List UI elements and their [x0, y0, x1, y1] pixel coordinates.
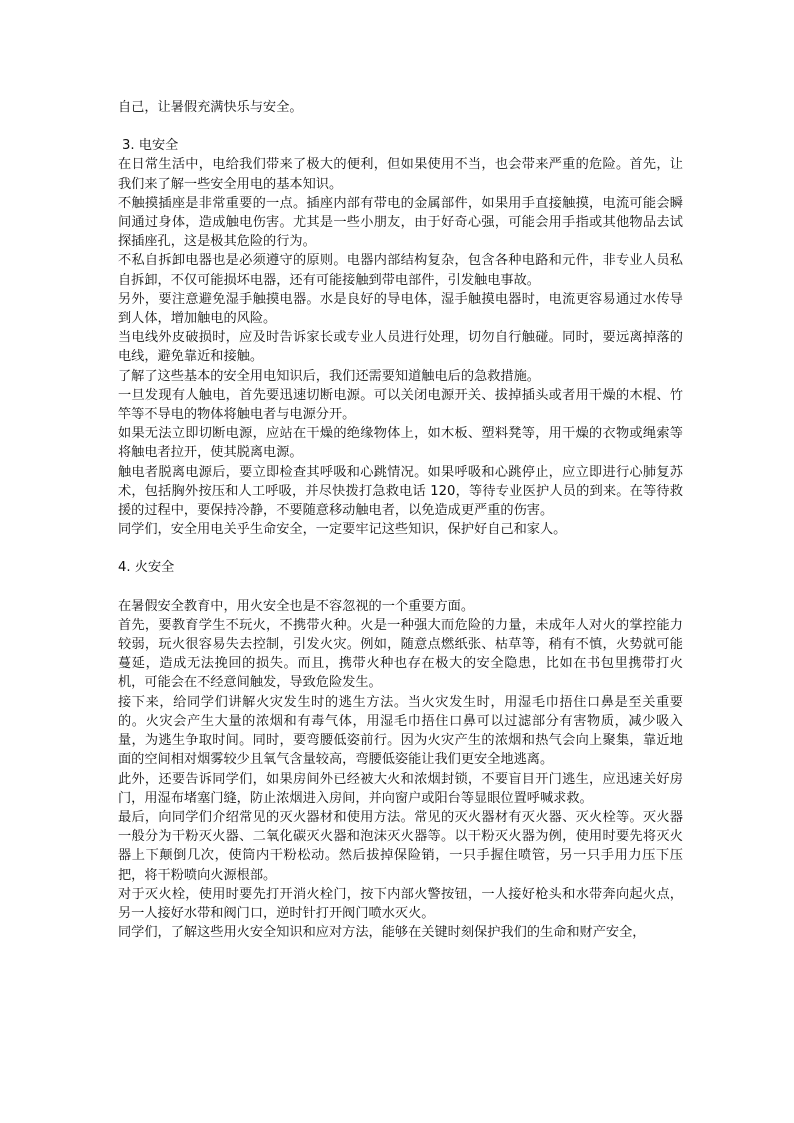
section-4-paragraph: 此外，还要告诉同学们，如果房间外已经被大火和浓烟封锁，不要盲目开门逃生，应迅速关好房门，用湿布堵塞门缝，防止浓烟进入房间，并向窗户或阳台等显眼位置呼喊求救。 — [118, 771, 683, 806]
section-3-paragraph: 同学们，安全用电关乎生命安全，一定要牢记这些知识，保护好自己和家人。 — [118, 522, 567, 538]
section-4-paragraph: 首先，要教育学生不玩火，不携带火种。火是一种强大而危险的力量，未成年人对火的掌控能力较弱，玩火很容易失去控制，引发火灾。例如，随意点燃纸张、枯草等，稍有不慎，火势就可能蔓延，造成无法挽回的损失。而且，携带火种也存在极大的安全隐患，比如在书包里携带打火机，可能会在不经意间触发，导致危险发生。 — [118, 617, 683, 691]
section-3-heading: 3. 电安全 — [122, 138, 179, 154]
section-3-paragraph: 触电者脱离电源后，要立即检查其呼吸和心跳情况。如果呼吸和心跳停止，应立即进行心肺复苏术，包括胸外按压和人工呼吸，并尽快拨打急救电话 120，等待专业医护人员的到来。在等待救援的过程中，要保持冷静，不要随意移动触电者，以免造成更严重的伤害。 — [118, 464, 683, 519]
section-4-paragraph: 在暑假安全教育中，用火安全也是不容忽视的一个重要方面。 — [118, 598, 475, 614]
section-4-paragraph: 最后，向同学们介绍常见的灭火器材和使用方法。常见的灭火器材有灭火器、灭火栓等。灭火器一般分为干粉灭火器、二氧化碳灭火器和泡沫灭火器等。以干粉灭火器为例，使用时要先将灭火器上下颠倒几次，使筒内干粉松动。然后拔掉保险销，一只手握住喷管，另一只手用力压下压把，将干粉喷向火源根部。 — [118, 809, 683, 883]
section-3-paragraph: 如果无法立即切断电源，应站在干燥的绝缘物体上，如木板、塑料凳等，用干燥的衣物或绳索等将触电者拉开，使其脱离电源。 — [118, 426, 683, 461]
section-4-paragraph: 同学们，了解这些用火安全知识和应对方法，能够在关键时刻保护我们的生命和财产安全， — [118, 925, 646, 941]
section-4-heading: 4. 火安全 — [118, 560, 175, 576]
section-3-paragraph: 在日常生活中，电给我们带来了极大的便利，但如果使用不当，也会带来严重的危险。首先，让我们来了解一些安全用电的基本知识。 — [118, 157, 683, 192]
section-3-paragraph: 一旦发现有人触电，首先要迅速切断电源。可以关闭电源开关、拔掉插头或者用干燥的木棍、竹竿等不导电的物体将触电者与电源分开。 — [118, 387, 683, 423]
section-4-paragraph: 对于灭火栓，使用时要先打开消火栓门，按下内部火警按钮，一人接好枪头和水带奔向起火点，另一人接好水带和阀门口，逆时针打开阀门喷水灭火。 — [118, 886, 683, 921]
document-body — [118, 98, 683, 942]
section-3-paragraph: 不私自拆卸电器也是必须遵守的原则。电器内部结构复杂，包含各种电路和元件，非专业人员私自拆卸，不仅可能损坏电器，还有可能接触到带电部件，引发触电事故。 — [118, 253, 683, 288]
section-4-paragraph: 接下来，给同学们讲解火灾发生时的逃生方法。当火灾发生时，用湿毛巾捂住口鼻是至关重要的。火灾会产生大量的浓烟和有毒气体，用湿毛巾捂住口鼻可以过滤部分有害物质，减少吸入量，为逃生争取时间。同时，要弯腰低姿前行。因为火灾产生的浓烟和热气会向上聚集，靠近地面的空间相对烟雾较少且氧气含量较高，弯腰低姿能让我们更安全地逃离。 — [118, 694, 683, 768]
section-3-paragraph: 另外，要注意避免湿手触摸电器。水是良好的导电体，湿手触摸电器时，电流更容易通过水传导到人体，增加触电的风险。 — [118, 291, 683, 327]
section-3-paragraph: 当电线外皮破损时，应及时告诉家长或专业人员进行处理，切勿自行触碰。同时，要远离掉落的电线，避免靠近和接触。 — [118, 330, 683, 365]
intro-tail-text: 自己，让暑假充满快乐与安全。 — [118, 100, 303, 115]
section-3-paragraph: 了解了这些基本的安全用电知识后，我们还需要知道触电后的急救措施。 — [118, 368, 540, 384]
section-3-paragraph: 不触摸插座是非常重要的一点。插座内部有带电的金属部件，如果用手直接触摸，电流可能会瞬间通过身体，造成触电伤害。尤其是一些小朋友，由于好奇心强，可能会用手指或其他物品去试探插座孔，这是极其危险的行为。 — [118, 195, 683, 250]
